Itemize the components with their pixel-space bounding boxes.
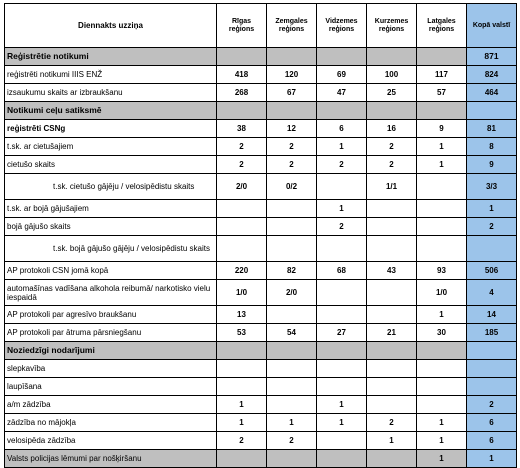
region-value-cell — [367, 450, 417, 468]
region-value-cell: 16 — [367, 120, 417, 138]
table-row — [5, 156, 517, 174]
region-value-cell: 1/0 — [417, 280, 467, 306]
table-row — [5, 396, 517, 414]
region-value-cell — [367, 342, 417, 360]
region-value-cell: 57 — [417, 84, 467, 102]
region-value-cell — [367, 280, 417, 306]
region-value-cell — [217, 360, 267, 378]
region-value-cell: 1/1 — [367, 174, 417, 200]
header-row — [5, 4, 517, 48]
region-value-cell: 69 — [317, 66, 367, 84]
table-row — [5, 84, 517, 102]
region-value-cell: 93 — [417, 262, 467, 280]
total-value-cell: 464 — [467, 84, 517, 102]
section-row — [5, 102, 517, 120]
region-value-cell — [217, 378, 267, 396]
region-value-cell — [317, 174, 367, 200]
region-value-cell — [417, 236, 467, 262]
region-value-cell: 54 — [267, 324, 317, 342]
row-label: laupīšana — [5, 378, 217, 396]
region-value-cell: 2 — [317, 156, 367, 174]
region-value-cell — [367, 306, 417, 324]
row-label: t.sk. ar cietušajiem — [5, 138, 217, 156]
table-row — [5, 432, 517, 450]
region-value-cell: 1 — [417, 138, 467, 156]
region-value-cell — [217, 218, 267, 236]
region-value-cell: 100 — [367, 66, 417, 84]
region-value-cell: 1 — [367, 432, 417, 450]
region-value-cell — [417, 48, 467, 66]
region-value-cell — [417, 200, 467, 218]
region-value-cell — [267, 48, 317, 66]
row-label: a/m zādzība — [5, 396, 217, 414]
section-label: Reģistrētie notikumi — [5, 48, 217, 66]
region-value-cell: 2 — [267, 156, 317, 174]
table-row — [5, 360, 517, 378]
region-value-cell: 68 — [317, 262, 367, 280]
region-value-cell — [217, 102, 267, 120]
region-value-cell — [317, 236, 367, 262]
region-value-cell: 47 — [317, 84, 367, 102]
region-value-cell: 1 — [317, 138, 367, 156]
region-value-cell — [367, 48, 417, 66]
region-value-cell: 120 — [267, 66, 317, 84]
row-label: AP protokoli CSN jomā kopā — [5, 262, 217, 280]
region-value-cell — [417, 378, 467, 396]
region-value-cell: 1/0 — [217, 280, 267, 306]
total-value-cell: 3/3 — [467, 174, 517, 200]
region-value-cell: 2 — [217, 138, 267, 156]
region-value-cell — [317, 360, 367, 378]
region-value-cell: 1 — [317, 414, 367, 432]
region-value-cell: 2 — [267, 432, 317, 450]
region-value-cell — [317, 342, 367, 360]
region-value-cell — [267, 218, 317, 236]
region-value-cell — [267, 378, 317, 396]
region-value-cell: 418 — [217, 66, 267, 84]
region-value-cell — [417, 218, 467, 236]
region-value-cell: 1 — [217, 396, 267, 414]
region-value-cell — [367, 200, 417, 218]
region-value-cell: 1 — [417, 414, 467, 432]
region-value-cell: 1 — [417, 306, 467, 324]
region-value-cell — [367, 396, 417, 414]
total-value-cell: 4 — [467, 280, 517, 306]
region-value-cell: 38 — [217, 120, 267, 138]
table-row — [5, 414, 517, 432]
header-title: Diennakts uzziņa — [5, 4, 217, 48]
header-region-riga: Rīgas reģions — [217, 4, 267, 48]
region-value-cell: 1 — [267, 414, 317, 432]
region-value-cell — [217, 236, 267, 262]
region-value-cell — [267, 236, 317, 262]
table-row — [5, 324, 517, 342]
table-row — [5, 120, 517, 138]
total-value-cell — [467, 102, 517, 120]
total-value-cell: 8 — [467, 138, 517, 156]
total-value-cell: 1 — [467, 450, 517, 468]
row-label: reģistrēti notikumi IIIS ENŽ — [5, 66, 217, 84]
section-row — [5, 342, 517, 360]
row-label: automašīnas vadīšana alkohola reibumā/ narkotisko vielu iespaidā — [5, 280, 217, 306]
row-label: AP protokoli par agresīvo braukšanu — [5, 306, 217, 324]
total-value-cell: 6 — [467, 432, 517, 450]
region-value-cell: 268 — [217, 84, 267, 102]
region-value-cell: 220 — [217, 262, 267, 280]
region-value-cell: 2 — [367, 414, 417, 432]
region-value-cell: 2 — [217, 432, 267, 450]
region-value-cell: 1 — [317, 200, 367, 218]
table-row — [5, 174, 517, 200]
region-value-cell: 2 — [267, 138, 317, 156]
region-value-cell: 1 — [417, 156, 467, 174]
region-value-cell: 2/0 — [267, 280, 317, 306]
total-value-cell: 2 — [467, 396, 517, 414]
region-value-cell: 1 — [217, 414, 267, 432]
region-value-cell: 53 — [217, 324, 267, 342]
header-region-zemgale: Zemgales reģions — [267, 4, 317, 48]
total-value-cell: 506 — [467, 262, 517, 280]
region-value-cell — [217, 450, 267, 468]
region-value-cell — [267, 396, 317, 414]
region-value-cell — [417, 396, 467, 414]
region-value-cell — [267, 450, 317, 468]
row-label: velosipēda zādzība — [5, 432, 217, 450]
total-value-cell: 6 — [467, 414, 517, 432]
region-value-cell: 1 — [417, 432, 467, 450]
total-value-cell — [467, 342, 517, 360]
region-value-cell: 2 — [367, 156, 417, 174]
region-value-cell: 0/2 — [267, 174, 317, 200]
region-value-cell — [367, 378, 417, 396]
header-region-latgale: Latgales reģions — [417, 4, 467, 48]
section-label: Noziedzīgi nodarījumi — [5, 342, 217, 360]
region-value-cell — [367, 218, 417, 236]
total-value-cell: 185 — [467, 324, 517, 342]
table-row — [5, 262, 517, 280]
table-row — [5, 236, 517, 262]
total-value-cell: 9 — [467, 156, 517, 174]
row-label: t.sk. cietušo gājēju / velosipēdistu skaits — [5, 174, 217, 200]
section-row — [5, 48, 517, 66]
table-row — [5, 280, 517, 306]
table-row — [5, 200, 517, 218]
region-value-cell — [267, 200, 317, 218]
total-value-cell — [467, 236, 517, 262]
header-region-vidzeme: Vidzemes reģions — [317, 4, 367, 48]
region-value-cell — [267, 360, 317, 378]
total-value-cell: 824 — [467, 66, 517, 84]
region-value-cell — [417, 102, 467, 120]
total-value-cell: 871 — [467, 48, 517, 66]
row-label: t.sk. bojā gājušo gājēju / velosipēdistu skaits — [5, 236, 217, 262]
region-value-cell — [217, 342, 267, 360]
total-value-cell — [467, 360, 517, 378]
row-label: slepkavība — [5, 360, 217, 378]
row-label: AP protokoli par ātruma pārsniegšanu — [5, 324, 217, 342]
row-label: bojā gājušo skaits — [5, 218, 217, 236]
table-row — [5, 218, 517, 236]
total-value-cell: 81 — [467, 120, 517, 138]
region-value-cell — [267, 342, 317, 360]
region-value-cell — [267, 306, 317, 324]
region-value-cell: 25 — [367, 84, 417, 102]
region-value-cell — [317, 450, 367, 468]
section-label: Notikumi ceļu satiksmē — [5, 102, 217, 120]
region-value-cell — [417, 360, 467, 378]
region-value-cell: 27 — [317, 324, 367, 342]
region-value-cell: 67 — [267, 84, 317, 102]
region-value-cell: 21 — [367, 324, 417, 342]
row-label: cietušo skaits — [5, 156, 217, 174]
region-value-cell — [317, 306, 367, 324]
region-value-cell: 2/0 — [217, 174, 267, 200]
table-row — [5, 450, 517, 468]
region-value-cell: 2 — [317, 218, 367, 236]
region-value-cell: 12 — [267, 120, 317, 138]
region-value-cell: 13 — [217, 306, 267, 324]
region-value-cell: 117 — [417, 66, 467, 84]
region-value-cell — [417, 174, 467, 200]
region-value-cell — [417, 342, 467, 360]
region-value-cell — [217, 48, 267, 66]
region-value-cell — [317, 48, 367, 66]
table-row — [5, 306, 517, 324]
region-value-cell: 9 — [417, 120, 467, 138]
region-value-cell: 43 — [367, 262, 417, 280]
region-value-cell — [217, 200, 267, 218]
region-value-cell: 30 — [417, 324, 467, 342]
region-value-cell — [317, 432, 367, 450]
row-label: Valsts policijas lēmumi par nošķiršanu — [5, 450, 217, 468]
row-label: izsaukumu skaits ar izbraukšanu — [5, 84, 217, 102]
row-label: zādzība no mājokļa — [5, 414, 217, 432]
header-region-kurzeme: Kurzemes reģions — [367, 4, 417, 48]
region-value-cell: 82 — [267, 262, 317, 280]
region-value-cell: 6 — [317, 120, 367, 138]
table-row — [5, 66, 517, 84]
total-value-cell — [467, 378, 517, 396]
region-value-cell — [317, 102, 367, 120]
region-value-cell — [317, 378, 367, 396]
header-total: Kopā valstī — [467, 4, 517, 48]
region-value-cell: 1 — [417, 450, 467, 468]
region-value-cell: 2 — [367, 138, 417, 156]
table-row — [5, 378, 517, 396]
total-value-cell: 2 — [467, 218, 517, 236]
daily-report-table — [4, 3, 517, 468]
total-value-cell: 14 — [467, 306, 517, 324]
region-value-cell — [267, 102, 317, 120]
region-value-cell: 1 — [317, 396, 367, 414]
total-value-cell: 1 — [467, 200, 517, 218]
region-value-cell — [317, 280, 367, 306]
region-value-cell — [367, 102, 417, 120]
region-value-cell — [367, 360, 417, 378]
region-value-cell: 2 — [217, 156, 267, 174]
row-label: reģistrēti CSNg — [5, 120, 217, 138]
row-label: t.sk. ar bojā gājušajiem — [5, 200, 217, 218]
region-value-cell — [367, 236, 417, 262]
table-row — [5, 138, 517, 156]
